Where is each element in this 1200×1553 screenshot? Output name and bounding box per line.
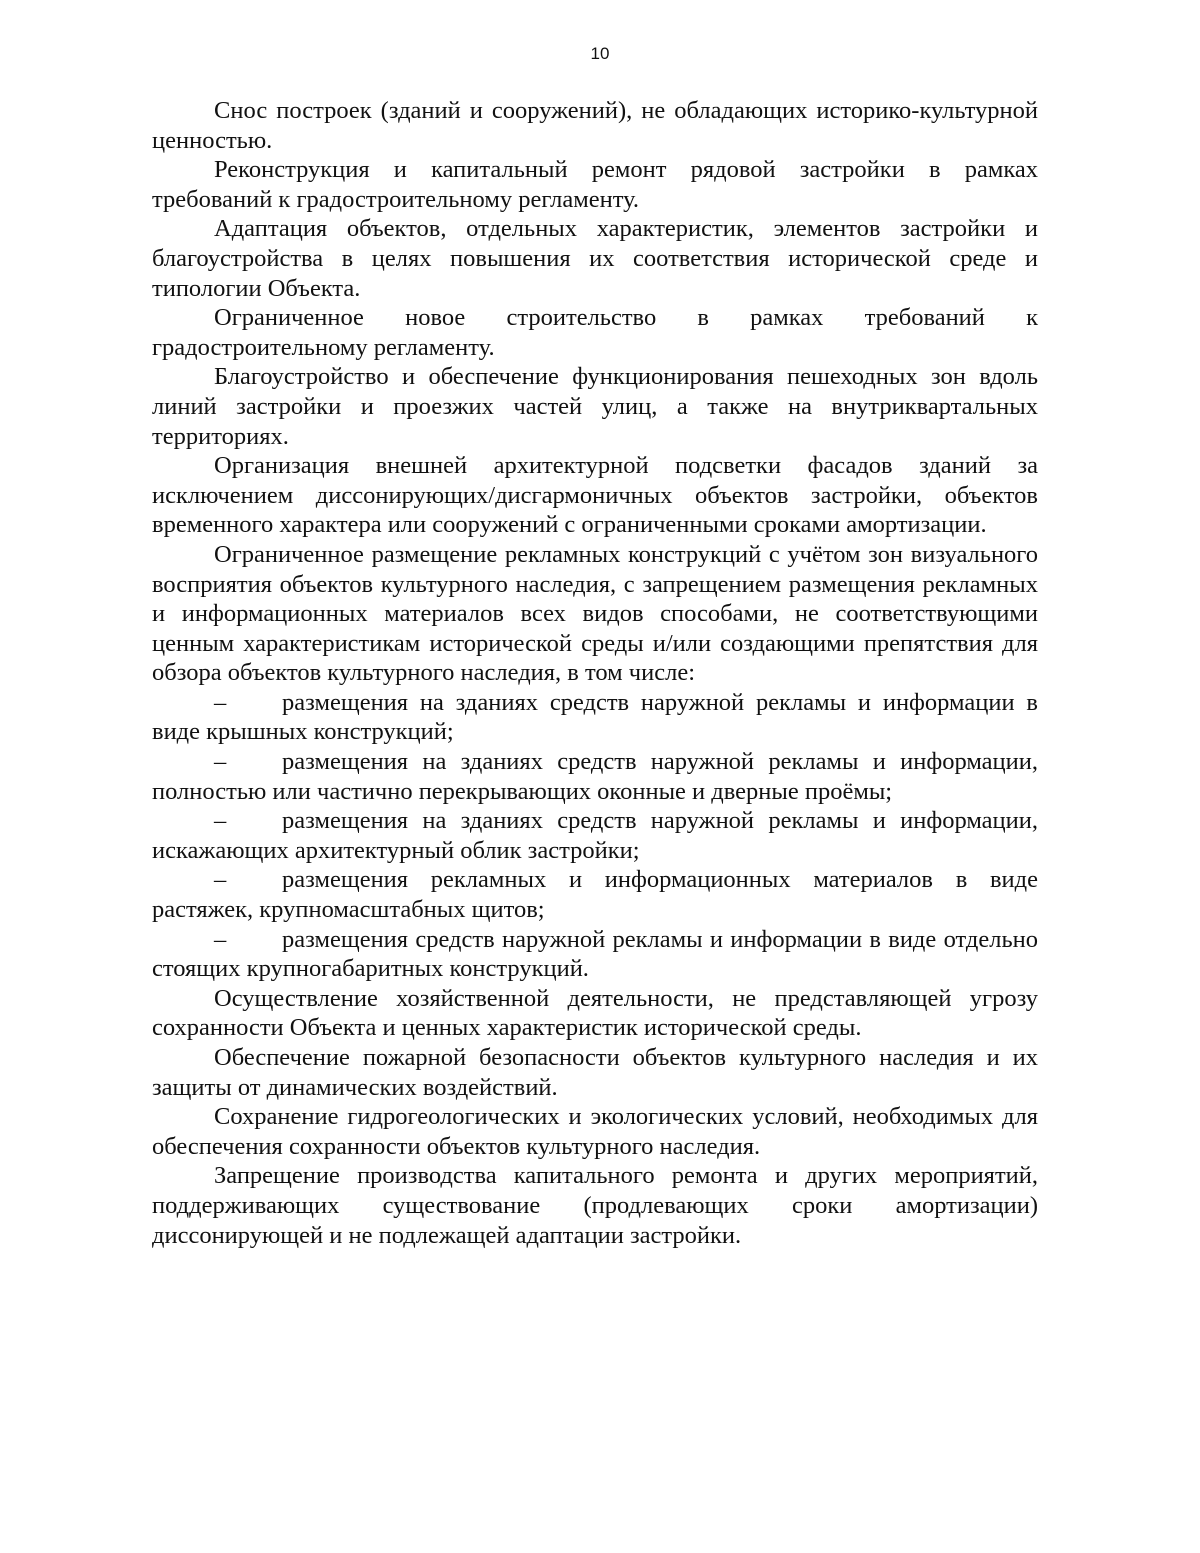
list-item-text: размещения на зданиях средств наружной рекламы и информации, искажающих архитектурный облик застройки; (152, 807, 1038, 864)
document-body (152, 96, 1038, 1250)
paragraph-economic-activity: Осуществление хозяйственной деятельности, не представляющей угрозу сохранности Объекта и ценных характеристик исторической среды. (152, 984, 1038, 1042)
list-item (152, 747, 1038, 806)
list-item-text: размещения на зданиях средств наружной рекламы и информации в виде крышных конструкций; (152, 688, 1038, 746)
paragraph-adaptation: Адаптация объектов, отдельных характеристик, элементов застройки и благоустройства в целях повышения их соответствия исторической среде и типологии Объекта. (152, 215, 1038, 302)
paragraph-fire-safety: Обеспечение пожарной безопасности объектов культурного наследия и их защиты от динамических воздействий. (152, 1044, 1038, 1101)
list-dash: – (214, 807, 227, 835)
list-item (152, 806, 1038, 865)
list-dash: – (214, 925, 227, 953)
list-item-text: размещения на зданиях средств наружной рекламы и информации, полностью или частично перекрывающих оконные и дверные проёмы; (152, 748, 1038, 805)
paragraph-lighting: Организация внешней архитектурной подсветки фасадов зданий за исключением диссонирующих/дисгармоничных объектов застройки, объектов временного характера или сооружений с ограниченными сроками амортизации. (152, 452, 1038, 539)
list-item-text: размещения средств наружной рекламы и информации в виде отдельно стоящих крупногабаритных конструкций. (152, 925, 1038, 983)
page-number: 10 (590, 44, 610, 63)
paragraph-advertising: Ограниченное размещение рекламных конструкций с учётом зон визуального восприятия объектов культурного наследия, с запрещением размещения рекламных и информационных материалов всех видов способами, не соответствующими ценным характеристикам исторической среды и/или создающими препятствия для обзора объектов культурного наследия, в том числе: (152, 540, 1038, 687)
list-item (152, 865, 1038, 924)
list-item (152, 688, 1038, 747)
paragraph-landscaping: Благоустройство и обеспечение функционирования пешеходных зон вдоль линий застройки и проезжих частей улиц, а также на внутриквартальных территориях. (152, 363, 1038, 450)
paragraph-limited-construction: Ограниченное новое строительство в рамках требований к градостроительному регламенту. (152, 304, 1038, 361)
list-dash: – (214, 748, 227, 776)
list-dash: – (214, 866, 227, 894)
paragraph-reconstruction: Реконструкция и капитальный ремонт рядовой застройки в рамках требований к градостроительному регламенту. (152, 156, 1038, 213)
paragraph-hydrogeology: Сохранение гидрогеологических и экологических условий, необходимых для обеспечения сохранности объектов культурного наследия. (152, 1103, 1038, 1160)
list-item (152, 925, 1038, 984)
paragraph-repair-prohibition: Запрещение производства капитального ремонта и других мероприятий, поддерживающих существование (продлевающих сроки амортизации) диссонирующей и не подлежащей адаптации застройки. (152, 1162, 1038, 1249)
paragraph-demolition: Снос построек (зданий и сооружений), не обладающих историко-культурной ценностью. (152, 97, 1038, 154)
list-item-text: размещения рекламных и информационных материалов в виде растяжек, крупномасштабных щитов; (152, 866, 1038, 924)
list-dash: – (214, 688, 227, 716)
